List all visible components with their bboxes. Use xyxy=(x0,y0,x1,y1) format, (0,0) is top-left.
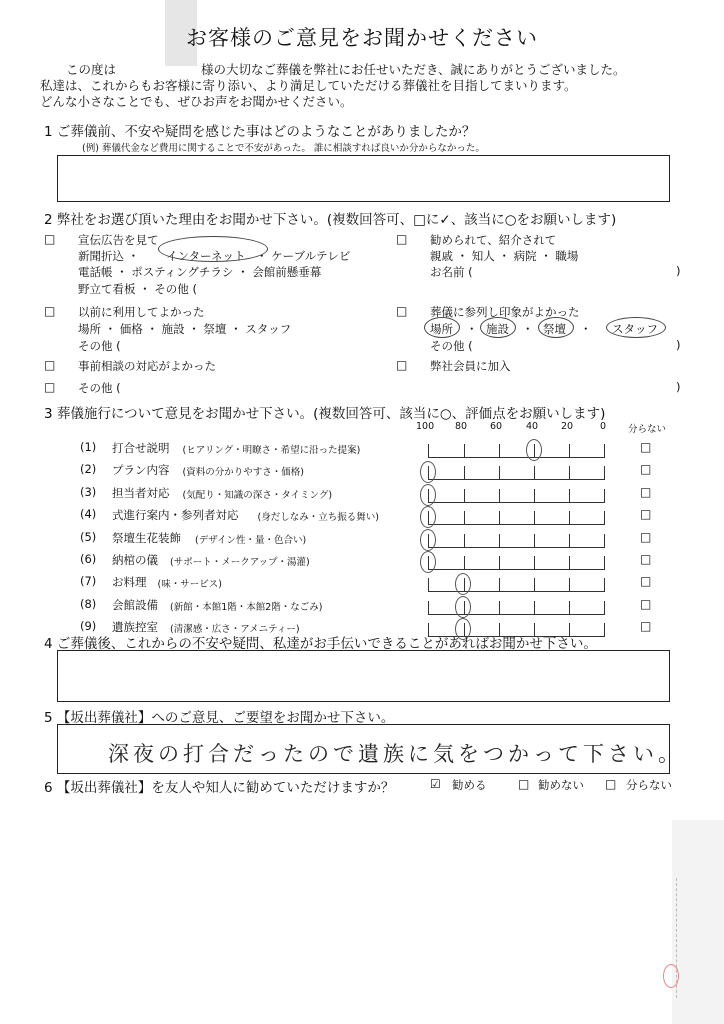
q2-ad-line3: 野立て看板 ・ その他 ( xyxy=(78,282,197,296)
scale-tick xyxy=(499,444,500,457)
scale-20: 20 xyxy=(561,421,574,432)
q6-yes-checkbox[interactable]: ☑ xyxy=(430,777,441,791)
q6-unknown-label: 分らない xyxy=(626,778,672,792)
rating-scale[interactable] xyxy=(428,466,605,480)
scale-tick xyxy=(569,556,570,569)
intro-line1a: この度は xyxy=(66,62,117,77)
q2-consult-label: 事前相談の対応がよかった xyxy=(78,359,216,373)
scale-40: 40 xyxy=(526,421,539,432)
scale-tick xyxy=(534,556,535,569)
scale-tick xyxy=(569,489,570,502)
rating-scale[interactable] xyxy=(428,511,605,525)
scale-tick xyxy=(534,466,535,479)
q6-yes-label: 勧める xyxy=(452,778,487,792)
q2-referral-checkbox[interactable]: □ xyxy=(396,232,408,246)
scale-tick xyxy=(464,556,465,569)
q2-member-checkbox[interactable]: □ xyxy=(396,358,408,372)
rating-row-name: 式進行案内・参列者対応 xyxy=(112,508,239,523)
scale-tick xyxy=(499,556,500,569)
scan-red-mark xyxy=(663,964,679,988)
scale-tick xyxy=(464,444,465,457)
q2-label: 2 弊社をお選び頂いた理由をお聞かせ下さい。(複数回答可、□に✓、該当に○をお願いします) xyxy=(44,212,617,228)
q2-attend-label: 葬儀に参列し印象がよかった xyxy=(430,305,580,319)
q6-unknown-checkbox[interactable]: □ xyxy=(605,777,617,791)
q2-ad-checkbox[interactable]: □ xyxy=(44,232,56,246)
scale-tick xyxy=(569,578,570,591)
q2-other-label: その他 ( xyxy=(78,381,121,395)
scale-tick xyxy=(499,534,500,547)
rating-unknown-checkbox[interactable]: □ xyxy=(640,507,652,522)
q2-referral-close: ) xyxy=(676,264,681,278)
scale-tick xyxy=(534,601,535,614)
scale-tick xyxy=(499,489,500,502)
scale-tick xyxy=(464,489,465,502)
rating-row-detail: (新館・本館1階・本館2階・なごみ) xyxy=(170,601,323,613)
q2-prev-checkbox[interactable]: □ xyxy=(44,304,56,318)
q2-attend-dot: ・ xyxy=(580,322,592,336)
q2-attend-dot: ・ xyxy=(522,322,534,336)
rating-unknown-checkbox[interactable]: □ xyxy=(640,462,652,477)
scale-60: 60 xyxy=(490,421,503,432)
intro-line3: どんな小さなことでも、ぜひお声をお聞かせください。 xyxy=(40,94,353,109)
scan-edge xyxy=(672,820,724,1024)
q1-answer-box[interactable] xyxy=(57,155,670,202)
q1-label: 1 ご葬儀前、不安や疑問を感じた事はどのようなことがありましたか？ xyxy=(44,124,476,140)
scale-tick xyxy=(499,466,500,479)
rating-row-name: お料理 xyxy=(112,575,147,590)
q2-referral-label: 勧められて、紹介されて xyxy=(430,233,557,247)
q2-referral-line1: 親戚 ・ 知人 ・ 病院 ・ 職場 xyxy=(430,249,579,263)
rating-row-name: 会館設備 xyxy=(112,597,158,612)
score-circle xyxy=(420,529,436,551)
q5-label: 5 【坂出葬儀社】へのご意見、ご要望をお聞かせ下さい。 xyxy=(44,710,395,726)
rating-row-num: (5) xyxy=(80,529,97,544)
unknown-header: 分らない xyxy=(628,424,667,435)
q2-attend-item-basho: 場所 xyxy=(430,322,453,336)
q2-other-checkbox[interactable]: □ xyxy=(44,380,56,394)
q2-other-close: ) xyxy=(676,380,681,394)
q4-answer-box[interactable] xyxy=(57,650,670,702)
rating-unknown-checkbox[interactable]: □ xyxy=(640,619,652,634)
q2-attend-item-shisetsu: 施設 xyxy=(486,322,509,336)
rating-row-detail: (味・サービス) xyxy=(157,579,222,591)
rating-unknown-checkbox[interactable]: □ xyxy=(640,484,652,499)
scale-tick xyxy=(464,534,465,547)
q1-example: (例) 葬儀代金など費用に関することで不安があった。 誰に相談すれば良いか分からなかった。 xyxy=(82,143,485,154)
rating-row-num: (2) xyxy=(80,462,97,477)
rating-row-name: 担当者対応 xyxy=(112,485,170,500)
q2-consult-checkbox[interactable]: □ xyxy=(44,358,56,372)
q2-attend-item-staff: スタッフ xyxy=(612,322,658,336)
rating-row-num: (9) xyxy=(80,619,97,634)
q2-prev-line1: 場所 ・ 価格 ・ 施設 ・ 祭壇 ・ スタッフ xyxy=(78,322,292,336)
intro-line1b: 様の大切なご葬儀を弊社にお任せいただき、誠にありがとうございました。 xyxy=(201,62,626,77)
scale-tick xyxy=(499,578,500,591)
scale-tick xyxy=(499,511,500,524)
scale-tick xyxy=(464,466,465,479)
scale-tick xyxy=(569,534,570,547)
rating-row-num: (6) xyxy=(80,552,97,566)
q2-prev-label: 以前に利用してよかった xyxy=(78,305,205,319)
rating-row-detail: (気配り・知識の深さ・タイミング) xyxy=(182,489,333,501)
q2-ad-line2: 電話帳 ・ ポスティングチラシ ・ 会館前懸垂幕 xyxy=(78,265,322,279)
page-title: お客様のご意見をお聞かせください xyxy=(186,26,538,50)
intro-line2: 私達は、これからもお客様に寄り添い、より満足していただける葬儀社を目指してまいります。 xyxy=(40,78,577,93)
q6-no-checkbox[interactable]: □ xyxy=(518,777,530,791)
score-circle xyxy=(420,551,436,573)
scale-tick xyxy=(464,511,465,524)
q2-ad-internet: インターネット xyxy=(166,249,246,263)
saidan-circle xyxy=(538,317,574,338)
rating-row-name: 遺族控室 xyxy=(112,620,158,635)
scale-80: 80 xyxy=(455,421,468,432)
q6-no-label: 勧めない xyxy=(538,778,584,792)
q3-label: 3 葬儀施行について意見をお聞かせ下さい。(複数回答可、該当に○、評価点をお願いします) xyxy=(44,406,606,422)
rating-row-name: 納棺の儀 xyxy=(112,553,158,567)
scale-tick xyxy=(569,511,570,524)
score-circle xyxy=(420,484,436,506)
rating-row-detail: (資料の分かりやすさ・価格) xyxy=(182,467,304,479)
rating-scale[interactable] xyxy=(428,444,605,458)
q2-attend-close: ) xyxy=(676,338,681,352)
rating-row-detail: (サポート・メークアップ・湯灌) xyxy=(170,557,310,568)
q2-attend-dot: ・ xyxy=(466,322,478,336)
scale-tick xyxy=(534,578,535,591)
scale-100: 100 xyxy=(416,421,435,432)
scale-0: 0 xyxy=(600,421,607,432)
rating-unknown-checkbox[interactable]: □ xyxy=(640,529,652,544)
rating-row-detail: (ヒアリング・明瞭さ・希望に沿った提案) xyxy=(182,445,361,456)
rating-row-detail: (デザイン性・量・色合い) xyxy=(195,534,307,546)
rating-unknown-checkbox[interactable]: □ xyxy=(640,574,652,589)
rating-row-num: (8) xyxy=(80,596,97,611)
q2-ad-label: 宣伝広告を見て xyxy=(78,233,159,247)
rating-scale[interactable] xyxy=(428,556,605,570)
scale-tick xyxy=(534,511,535,524)
q2-attend-other: その他 ( xyxy=(430,339,473,353)
rating-unknown-checkbox[interactable]: □ xyxy=(640,596,652,611)
rating-unknown-checkbox[interactable]: □ xyxy=(640,552,652,566)
scale-tick xyxy=(534,534,535,547)
q6-label: 6 【坂出葬儀社】を友人や知人に勧めていただけますか？ xyxy=(44,780,395,796)
q2-ad-line1c: ・ ケーブルテレビ xyxy=(256,249,351,263)
staff-circle xyxy=(606,317,666,338)
q2-member-label: 弊社会員に加入 xyxy=(430,359,511,373)
q2-ad-line1a: 新聞折込 ・ xyxy=(78,249,140,263)
rating-scale[interactable] xyxy=(428,489,605,503)
rating-row-num: (1) xyxy=(80,440,97,454)
rating-row-detail: (身だしなみ・立ち振る舞い) xyxy=(257,512,379,524)
scale-tick xyxy=(569,444,570,457)
q2-attend-checkbox[interactable]: □ xyxy=(396,304,408,318)
q5-handwritten-comment: 深夜の打合だったので遺族に気をつかって下さい。 xyxy=(108,742,683,766)
shisetsu-circle xyxy=(480,317,516,338)
rating-row-detail: (清潔感・広さ・アメニティー) xyxy=(170,624,300,636)
rating-row-num: (3) xyxy=(80,484,97,499)
rating-unknown-checkbox[interactable]: □ xyxy=(640,440,652,454)
scale-tick xyxy=(569,601,570,614)
internet-circle xyxy=(158,236,268,262)
rating-scale[interactable] xyxy=(428,534,605,548)
rating-row-num: (7) xyxy=(80,574,97,589)
rating-row-name: 打合せ説明 xyxy=(112,441,170,455)
scale-tick xyxy=(569,466,570,479)
rating-row-name: 祭壇生花装飾 xyxy=(112,530,181,545)
basho-circle xyxy=(424,317,460,338)
q2-referral-line2: お名前 ( xyxy=(430,265,473,279)
q4-label: 4 ご葬儀後、これからの不安や疑問、私達がお手伝いできることがあればお聞かせ下さい。 xyxy=(44,636,597,652)
q2-prev-other: その他 ( xyxy=(78,339,121,353)
scale-tick xyxy=(534,489,535,502)
scale-tick xyxy=(499,601,500,614)
q2-attend-item-saidan: 祭壇 xyxy=(543,322,566,336)
rating-row-name: プラン内容 xyxy=(112,463,170,478)
rating-row-num: (4) xyxy=(80,507,97,522)
